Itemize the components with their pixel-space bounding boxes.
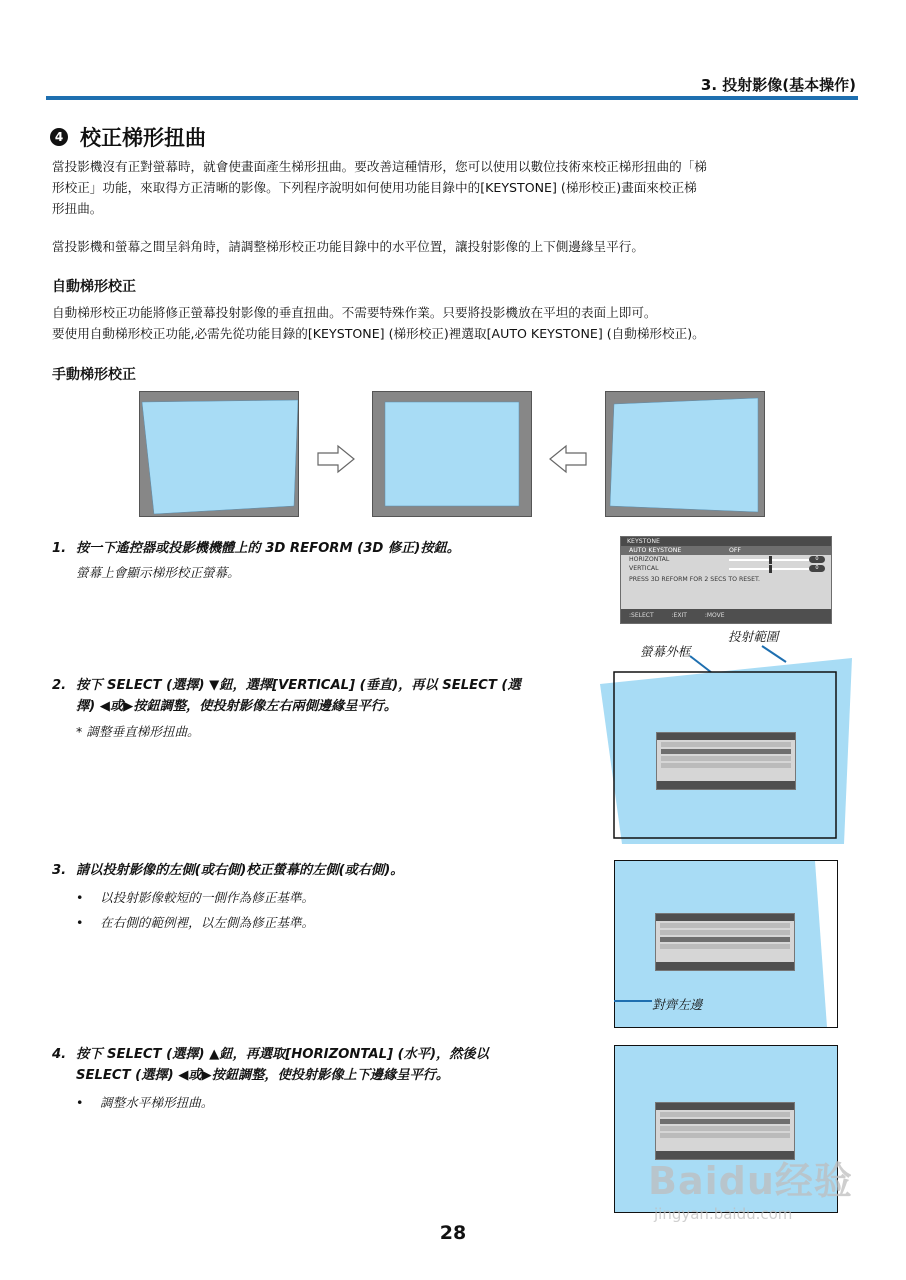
step-4-number: 4. (52, 1047, 67, 1062)
keystone-before-screen (139, 391, 299, 517)
chapter-header: 3. 投射影像(基本操作) (700, 76, 856, 94)
osd-title: KEYSTONE (621, 537, 831, 546)
osd-row-vertical[interactable] (621, 564, 831, 573)
osd-foot-exit: :EXIT (671, 612, 687, 619)
auto-line-2: 要使用自動梯形校正功能,必需先從功能目錄的[KEYSTONE] (梯形校正)裡選取[AUTO KEYSTONE] (自動梯形校正)。 (52, 326, 705, 341)
watermark (648, 1150, 858, 1250)
auto-keystone-heading: 自動梯形校正 (52, 279, 136, 295)
manual-keystone-heading: 手動梯形校正 (52, 367, 136, 383)
osd-vertical-slider[interactable] (729, 568, 817, 570)
vertical-keystone-figure (600, 658, 856, 844)
arrow-right-icon (316, 444, 356, 474)
osd-row-auto-label: AUTO KEYSTONE (629, 547, 682, 554)
osd-reset-note: PRESS 3D REFORM FOR 2 SECS TO RESET. (629, 576, 760, 583)
bullet-icon: • (76, 915, 84, 930)
intro-paragraph (52, 156, 858, 219)
step-3-bullet-2-text: 在右側的範例裡，以左側為修正基準。 (100, 915, 315, 930)
osd-horizontal-value: 0 (809, 556, 825, 563)
keystone-osd-menu (620, 536, 832, 624)
step-2-line-2: 擇) ◀或▶按鈕調整，使投射影像左右兩側邊緣呈平行。 (76, 699, 398, 714)
mini-osd-2 (655, 913, 795, 971)
intro-line-2: 形校正」功能，來取得方正清晰的影像。下列程序說明如何使用功能目錄中的[KEYSTONE] (梯形校正)畫面來校正梯 (52, 180, 697, 195)
intro-line-3: 形扭曲。 (52, 201, 103, 216)
step-4 (52, 1044, 582, 1086)
osd-row-auto-keystone[interactable] (621, 546, 831, 555)
step-2-line-1: 按下 SELECT (選擇) ▼鈕，選擇[VERTICAL] (垂直)，再以 SELECT (選 (76, 678, 521, 693)
step-1-text: 按一下遙控器或投影機機體上的 3D REFORM (3D 修正)按鈕。 (76, 541, 460, 556)
arrow-left-icon (548, 444, 588, 474)
step-4-bullet-1-text: 調整水平梯形扭曲。 (100, 1095, 214, 1110)
bullet-icon: • (76, 1095, 84, 1110)
step-3-number: 3. (52, 863, 67, 878)
section-title-text: 校正梯形扭曲 (80, 126, 206, 150)
step-3 (52, 860, 582, 881)
step-1-number: 1. (52, 541, 67, 556)
step-4-line-1: 按下 SELECT (選擇) ▲鈕，再選取[HORIZONTAL] (水平)，然後以 (76, 1047, 489, 1062)
osd-row-horizontal-label: HORIZONTAL (629, 556, 670, 563)
align-left-label: 對齊左邊 (652, 997, 703, 1012)
section-title (50, 122, 206, 152)
osd-row-horizontal[interactable] (621, 555, 831, 564)
step-1 (52, 538, 582, 559)
intro-line-1: 當投影機沒有正對螢幕時，就會使畫面產生梯形扭曲。要改善這種情形，您可以使用以數位技術來校正梯形扭曲的「梯 (52, 159, 707, 174)
step-1-sub: 螢幕上會顯示梯形校正螢幕。 (76, 565, 240, 580)
osd-row-vertical-label: VERTICAL (629, 565, 659, 572)
watermark-url: jingyan.baidu.com (654, 1205, 793, 1223)
bullet-icon: • (76, 890, 84, 905)
projection-range-label: 投射範圍 (728, 629, 779, 644)
step-2-sub: * 調整垂直梯形扭曲。 (76, 724, 200, 739)
screen-frame-label: 螢幕外框 (640, 644, 691, 659)
osd-vertical-value: 0 (809, 565, 825, 572)
align-left-pointer (614, 996, 654, 1006)
header-rule (46, 96, 858, 100)
step-3-bullet-1-text: 以投射影像較短的一側作為修正基準。 (100, 890, 315, 905)
watermark-logo: Baidu经验 (648, 1159, 853, 1203)
step-4-line-2: SELECT (選擇) ◀或▶按鈕調整，使投射影像上下邊緣呈平行。 (76, 1068, 450, 1083)
step-3-text: 請以投射影像的左側(或右側)校正螢幕的左側(或右側)。 (76, 863, 404, 878)
keystone-before-screen-2 (605, 391, 765, 517)
step-3-bullet-1 (76, 887, 314, 906)
osd-footer (621, 609, 831, 623)
mini-osd-1 (656, 732, 796, 790)
osd-foot-move: :MOVE (704, 612, 725, 619)
keystone-corrected-screen (372, 391, 532, 517)
step-4-bullet-1 (76, 1092, 213, 1111)
auto-keystone-text (52, 302, 858, 344)
auto-line-1: 自動梯形校正功能將修正螢幕投射影像的垂直扭曲。不需要特殊作業。只要將投影機放在平坦的表面上即可。 (52, 305, 657, 320)
osd-row-auto-value: OFF (729, 547, 741, 554)
step-2 (52, 675, 582, 717)
osd-foot-select: :SELECT (629, 612, 654, 619)
step-3-bullet-2 (76, 912, 314, 931)
section-number-badge: 4 (50, 128, 68, 146)
step-2-number: 2. (52, 678, 67, 693)
osd-horizontal-slider[interactable] (729, 559, 817, 561)
intro-paragraph-2: 當投影機和螢幕之間呈斜角時，請調整梯形校正功能目錄中的水平位置，讓投射影像的上下側邊緣呈平行。 (52, 239, 644, 254)
page-number: 28 (439, 1222, 467, 1244)
